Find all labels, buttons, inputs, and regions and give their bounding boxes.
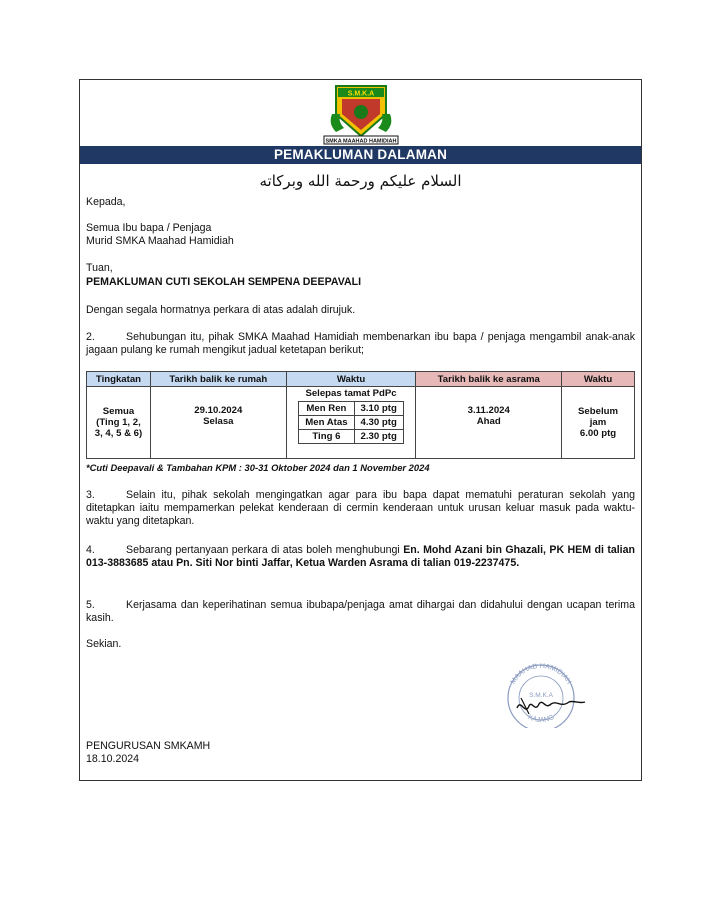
schedule-data-row [87, 387, 635, 459]
balik-rumah-day: Selasa [203, 416, 234, 427]
header-tingkatan: Tingkatan [87, 372, 151, 387]
waktu-asrama-line-1: Sebelum [578, 406, 619, 417]
salutation: Tuan, [86, 262, 113, 274]
signature-date: 18.10.2024 [86, 753, 140, 765]
cell-waktu-rumah [286, 387, 416, 459]
waktu-row [299, 416, 404, 430]
waktu-time: 3.10 ptg [354, 402, 403, 416]
waktu-time: 4.30 ptg [354, 416, 403, 430]
paragraph-2 [86, 331, 635, 357]
holiday-note: *Cuti Deepavali & Tambahan KPM : 30-31 Oktober 2024 dan 1 November 2024 [86, 462, 430, 473]
balik-rumah-date: 29.10.2024 [194, 405, 243, 416]
paragraph-4-number: 4. [86, 544, 95, 556]
schedule-table [86, 371, 635, 459]
waktu-inner-table [298, 401, 404, 444]
paragraph-5-text: Kerjasama dan keperihatinan semua ibubapa/penjaga amat dihargai dan didahului dengan ucapan terima kasih. [86, 599, 635, 624]
recipient-line-1: Semua Ibu bapa / Penjaga [86, 222, 212, 234]
header-waktu-rumah: Waktu [286, 372, 416, 387]
waktu-time: 2.30 ptg [354, 430, 403, 444]
cell-tarikh-balik-rumah [150, 387, 286, 459]
cell-tingkatan [87, 387, 151, 459]
waktu-group: Men Ren [299, 402, 354, 416]
waktu-asrama-line-3: 6.00 ptg [579, 428, 617, 439]
paragraph-2-text: Sehubungan itu, pihak SMKA Maahad Hamidiah membenarkan ibu bapa / penjaga mengambil anak-anak jagaan pulang ke rumah mengikut jadual ketetapan berikut; [86, 331, 635, 356]
closing-text: Sekian. [86, 638, 122, 650]
tingkatan-line-1: Semua [102, 406, 135, 417]
waktu-row [299, 430, 404, 444]
recipient-kepada: Kepada, [86, 196, 126, 208]
svg-text:S.M.K.A: S.M.K.A [529, 692, 553, 699]
school-crest-logo [322, 84, 400, 146]
waktu-group: Men Atas [299, 416, 354, 430]
waktu-row [299, 402, 404, 416]
paragraph-3-number: 3. [86, 489, 95, 501]
paragraph-3-text: Selain itu, pihak sekolah mengingatkan agar para ibu bapa dapat mematuhi peraturan sekolah yang ditetapkan iaitu mempamerkan pelekat kenderaan di cermin kenderaan untuk urusan keluar masuk pada waktu-waktu yang ditetapkan. [86, 489, 635, 527]
waktu-caption: Selepas tamat PdPc [305, 388, 397, 399]
signature-name: PENGURUSAN SMKAMH [86, 740, 211, 752]
svg-text:MAAHAD HAMIDIAH: MAAHAD HAMIDIAH [509, 662, 573, 686]
balik-asrama-date: 3.11.2024 [467, 405, 510, 416]
paragraph-4-text: Sebarang pertanyaan perkara di atas boleh menghubungi [126, 544, 404, 556]
balik-asrama-day: Ahad [476, 416, 501, 427]
paragraph-5 [86, 599, 635, 625]
header-tarikh-balik-rumah: Tarikh balik ke rumah [150, 372, 286, 387]
cell-waktu-asrama [562, 387, 635, 459]
paragraph-5-number: 5. [86, 599, 95, 611]
arabic-greeting: السلام عليكم ورحمة الله وبركاته [259, 172, 462, 190]
cell-tarikh-balik-asrama [416, 387, 562, 459]
document-title-bar: PEMAKLUMAN DALAMAN [80, 146, 641, 164]
schedule-header-row [87, 372, 635, 387]
svg-text:KAJANG: KAJANG [526, 713, 556, 725]
svg-text:SMKA MAAHAD HAMIDIAH: SMKA MAAHAD HAMIDIAH [325, 138, 397, 145]
paragraph-3 [86, 489, 635, 528]
tingkatan-line-3: 3, 4, 5 & 6) [94, 428, 143, 439]
paragraph-4-contacts: En. Mohd Azani bin Ghazali, PK HEM di talian 013-3883685 atau Pn. Siti Nor binti Jaffar, Ketua Warden Asrama di talian 019-2237475. [86, 544, 635, 569]
letter-subject: PEMAKLUMAN CUTI SEKOLAH SEMPENA DEEPAVALI [86, 276, 362, 288]
school-stamp-with-signature [499, 658, 589, 728]
header-tarikh-balik-asrama: Tarikh balik ke asrama [416, 372, 562, 387]
waktu-group: Ting 6 [299, 430, 354, 444]
intro-paragraph: Dengan segala hormatnya perkara di atas adalah dirujuk. [86, 304, 356, 316]
paragraph-4 [86, 544, 635, 570]
paragraph-2-number: 2. [86, 331, 95, 343]
waktu-asrama-line-2: jam [589, 417, 607, 428]
header-waktu-asrama: Waktu [562, 372, 635, 387]
svg-text:S.M.K.A: S.M.K.A [347, 90, 375, 98]
recipient-line-2: Murid SMKA Maahad Hamidiah [86, 235, 234, 247]
tingkatan-line-2: (Ting 1, 2, [96, 417, 141, 428]
